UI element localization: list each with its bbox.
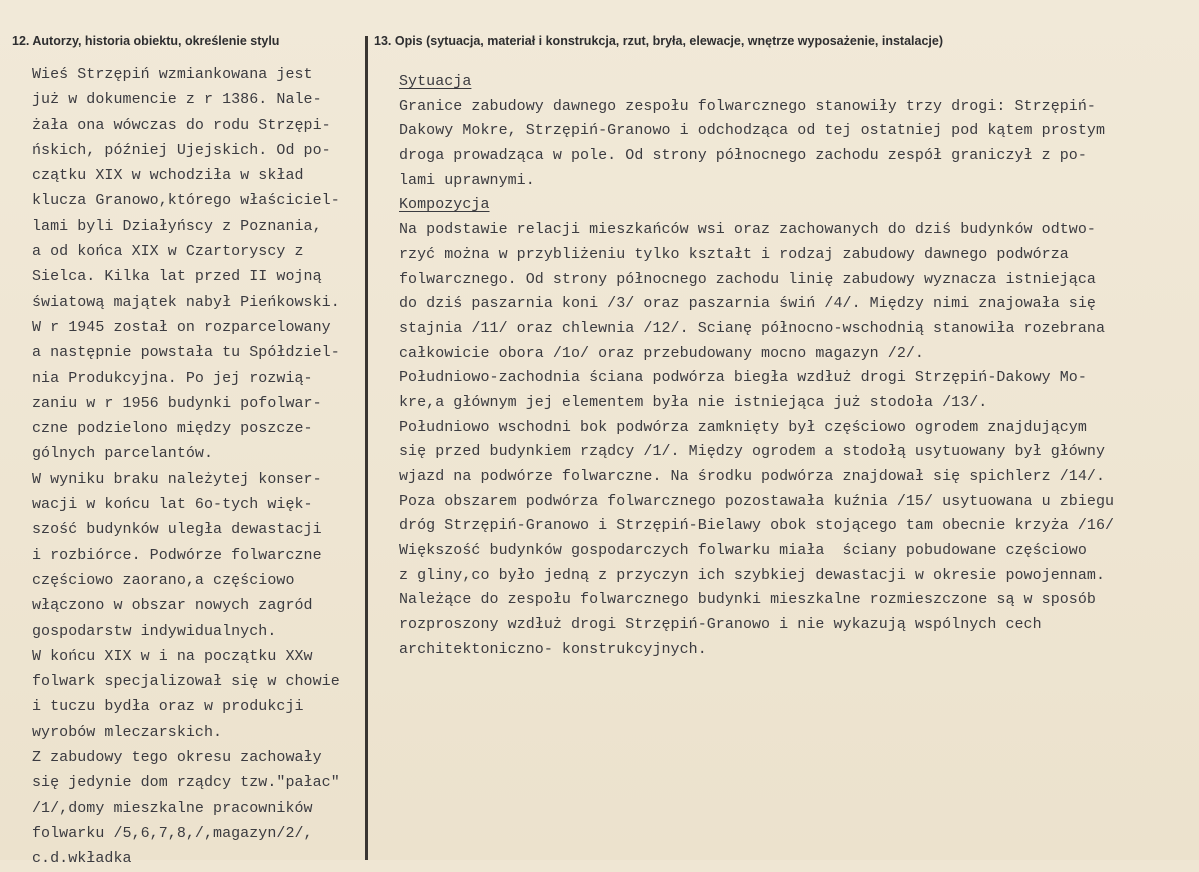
history-text-line: już w dokumencie z r 1386. Nale- — [32, 91, 322, 109]
history-text-line: /1/,domy mieszkalne pracowników — [32, 799, 313, 817]
history-text-line: ńskich, później Ujejskich. Od po- — [32, 141, 331, 159]
description-text-line: Poza obszarem podwórza folwarcznego pozostawała kuźnia /15/ usytuowana u zbiegu — [399, 492, 1115, 510]
description-text-line: do dziś paszarnia koni /3/ oraz paszarnia świń /4/. Między nimi znajowała się — [399, 295, 1096, 313]
description-text-line: folwarcznego. Od strony północnego zachodu linię zabudowy wyznacza istniejąca — [399, 270, 1096, 288]
history-text-line: i rozbiórce. Podwórze folwarczne — [32, 546, 322, 564]
history-text-line: W wyniku braku należytej konser- — [32, 470, 322, 488]
column-divider — [365, 36, 368, 860]
history-text-line: nia Produkcyjna. Po jej rozwią- — [32, 369, 313, 387]
history-text-line: lami byli Działyńscy z Poznania, — [32, 217, 322, 235]
history-text-line: wacji w końcu lat 6o-tych więk- — [32, 496, 313, 514]
description-text-line: całkowicie obora /1o/ oraz przebudowany mocno magazyn /2/. — [399, 344, 924, 362]
section-heading: Kompozycja — [399, 196, 490, 214]
description-text-line: się przed budynkiem rządcy /1/. Między ogrodem a stodołą usytuowany był główny — [399, 443, 1106, 461]
history-text-line: światową majątek nabył Pieńkowski. — [32, 293, 340, 311]
history-text-line: szość budynków uległa dewastacji — [32, 521, 322, 539]
history-text-line: klucza Granowo,którego właściciel- — [32, 192, 340, 210]
section-heading: Sytuacja — [399, 73, 472, 90]
description-text-line: Południowo wschodni bok podwórza zamknięty był częściowo ogrodem znajdującym — [399, 418, 1087, 436]
history-text-line: gólnych parcelantów. — [32, 445, 214, 463]
history-text-line: częściowo zaorano,a częściowo — [32, 571, 295, 589]
history-text-line: Wieś Strzępiń wzmiankowana jest — [32, 66, 313, 83]
history-text-line: folwarku /5,6,7,8,/,magazyn/2/, — [32, 824, 313, 842]
section-13-header: 13. Opis (sytuacja, materiał i konstrukcja, rzut, bryła, elewacje, wnętrze wyposażenie, instalacje) — [374, 34, 943, 48]
description-text-line: architektoniczno- konstrukcyjnych. — [399, 640, 707, 658]
description-text-line: lami uprawnymi. — [399, 171, 535, 189]
history-text-line: W końcu XIX w i na początku XXw — [32, 647, 313, 665]
history-text-line: czątku XIX w wchodziła w skład — [32, 167, 304, 185]
description-text-line: rozproszony wzdłuż drogi Strzępiń-Granowo i nie wykazują wspólnych cech — [399, 616, 1042, 634]
description-text-column — [399, 70, 1114, 663]
history-text-line: W r 1945 został on rozparcelowany — [32, 318, 331, 336]
description-text-line: stajnia /11/ oraz chlewnia /12/. Scianę północno-wschodnią stanowiła rozebrana — [399, 319, 1106, 337]
description-text-line: Dakowy Mokre, Strzępiń-Granowo i odchodząca od tej ostatniej pod kątem prostym — [399, 122, 1106, 140]
description-text-line: dróg Strzępiń-Granowo i Strzępiń-Bielawy obok stojącego tam obecnie krzyża /16/ — [399, 517, 1115, 535]
section-12-header: 12. Autorzy, historia obiektu, określenie stylu — [12, 34, 280, 48]
description-text-line: rzyć można w przybliżeniu tylko kształt i rodzaj zabudowy dawnego podwórza — [399, 245, 1069, 263]
history-text-column — [32, 62, 340, 872]
history-text-line: Z zabudowy tego okresu zachowały — [32, 749, 322, 767]
description-text-line: Na podstawie relacji mieszkańców wsi oraz zachowanych do dziś budynków odtwo- — [399, 221, 1096, 239]
history-text-line: czne podzielono między poszcze- — [32, 420, 313, 438]
history-text-line: wyrobów mleczarskich. — [32, 723, 223, 741]
history-text-line: żała ona wówczas do rodu Strzępi- — [32, 116, 331, 134]
history-text-line: a następnie powstała tu Spółdziel- — [32, 344, 340, 362]
history-text-line: gospodarstw indywidualnych. — [32, 622, 277, 640]
history-text-line: i tuczu bydła oraz w produkcji — [32, 698, 304, 716]
description-text-line: droga prowadząca w pole. Od strony północnego zachodu zespół graniczył z po- — [399, 147, 1087, 165]
history-text-line: Sielca. Kilka lat przed II wojną — [32, 268, 322, 286]
description-text-line: Należące do zespołu folwarcznego budynki mieszkalne rozmieszczone są w sposób — [399, 591, 1096, 609]
description-text-line: kre,a głównym jej elementem była nie istniejąca już stodoła /13/. — [399, 393, 988, 411]
history-text-line: a od końca XIX w Czartoryscy z — [32, 243, 304, 261]
history-text-line: się jedynie dom rządcy tzw."pałac" — [32, 774, 340, 792]
description-text-line: Większość budynków gospodarczych folwarku miała ściany pobudowane częściowo — [399, 542, 1087, 560]
history-text-line: folwark specjalizował się w chowie — [32, 673, 340, 691]
history-text-line: włączono w obszar nowych zagród — [32, 597, 313, 615]
description-text-line: z gliny,co było jedną z przyczyn ich szybkiej dewastacji w okresie powojennam. — [399, 566, 1106, 584]
description-text-line: Granice zabudowy dawnego zespołu folwarcznego stanowiły trzy drogi: Strzępiń- — [399, 97, 1096, 115]
description-text-line: wjazd na podwórze folwarczne. Na środku podwórza znajdował się spichlerz /14/. — [399, 468, 1106, 485]
history-text-line: zaniu w r 1956 budynki pofolwar- — [32, 394, 322, 412]
description-text-line: Południowo-zachodnia ściana podwórza biegła wzdłuż drogi Strzępiń-Dakowy Mo- — [399, 369, 1087, 387]
history-text-line: c.d.wkładka — [32, 850, 132, 868]
